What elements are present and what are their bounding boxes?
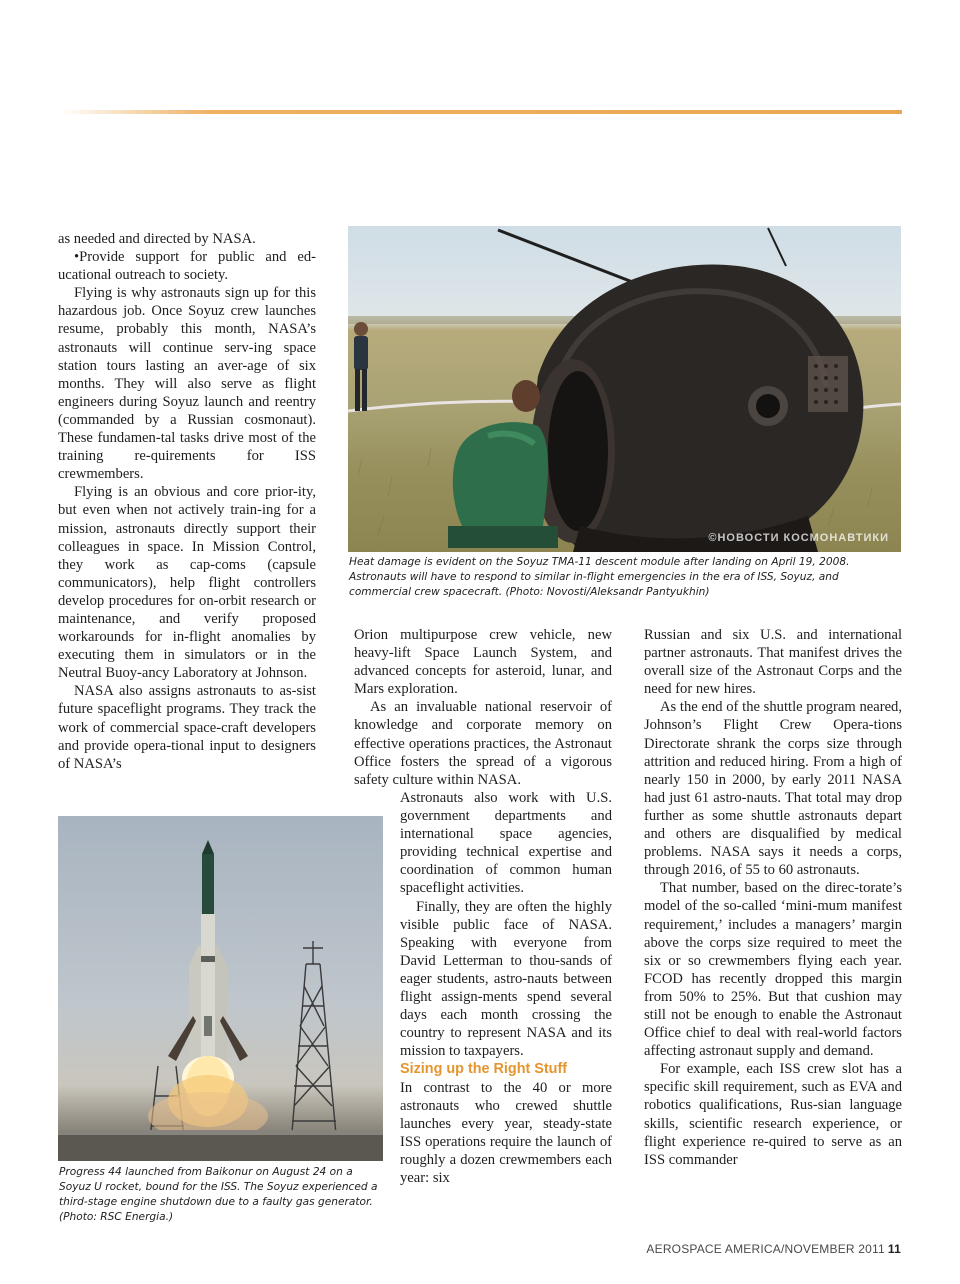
soyuz-photo-caption: Heat damage is evident on the Soyuz TMA-11 descent module after landing on April 19, 2008. Astronauts will have to respond to similar in-flight emergencies in the era of ISS, Soyuz, and commercial crew spacecraft. (Photo: Novosti/Aleksandr Pantyukhin) [349, 556, 850, 598]
paragraph: Flying is why astronauts sign up for this hazardous job. Once Soyuz crew launches resume, probably this month, NASA’s astronauts will continue serv-ing space station tours lasting an aver-age of six months. They will also serve as flight engineers during Soyuz launch and reentry (commanded by a Russian cosmonaut). These fundamen-tal tasks drive most of the training re-quirements for ISS crewmembers. [58, 285, 316, 483]
publication-line: AEROSPACE AMERICA/NOVEMBER 2011 [646, 1242, 885, 1256]
text-column-3 [644, 626, 902, 1169]
text-column-1 [58, 230, 316, 773]
progress-photo-caption: Progress 44 launched from Baikonur on August 24 on a Soyuz U rocket, bound for the ISS. The Soyuz experienced a third-stage engine shutdown due to a faulty gas generator. (Photo: RSC Energia.) [59, 1166, 378, 1223]
paragraph: as needed and directed by NASA. [58, 231, 256, 247]
paragraph: •Provide support for public and ed-ucational outreach to society. [58, 249, 316, 284]
progress-launch-photo [58, 816, 383, 1161]
paragraph: Russian and six U.S. and international partner astronauts. That manifest drives the overall size of the Astronaut Corps and the need for new hires. [644, 627, 902, 698]
paragraph: Finally, they are often the highly visible public face of NASA. Speaking with everyone from David Letterman to thou-sands of eager students, astro-nauts between flight assign-ments spend several days each month crossing the country to represent NASA and its mission to taxpayers. [400, 898, 612, 1060]
paragraph: That number, based on the direc-torate’s model of the so-called ‘mini-mum manifest requirement,’ includes a managers’ margin above the corps size required to meet the six or so crewmembers flying each year. FCOD has recently dropped this margin from 50% to 25%. But that cushion may still not be enough to enable the Astronaut Office chief to deal with real-world factors affecting astronaut supply and demand. [644, 880, 902, 1060]
paragraph: In contrast to the 40 or more astronauts who crewed shuttle launches every year, steady-state ISS operations require the launch of roughly a dozen crewmembers each year: six [400, 1079, 612, 1186]
soyuz-descent-module-photo [348, 226, 901, 552]
progress-photo-illustration [58, 816, 383, 1161]
paragraph: As the end of the shuttle program neared, Johnson’s Flight Crew Opera-tions Directorate shrank the corps size through attrition and reduced hiring. From a high of nearly 150 in 2000, by early 2011 NASA had just 61 astro-nauts. That total may drop further as some shuttle astronauts depart and others are disqualified by medical problems. NASA says it needs a corps, through 2016, of 55 to 60 astronauts. [644, 699, 902, 879]
paragraph: As an invaluable national reservoir of knowledge and corporate memory on effective operations practices, the Astronaut Office fosters the spread of a vigorous safety culture within NASA. [354, 699, 612, 788]
paragraph: Flying is an obvious and core prior-ity, but even when not actively train-ing for a mission, astronauts directly support their colleagues in space. In Mission Control, they work as cap-coms (capsule communicators), help flight controllers develop procedures for on-orbit research or maintenance, and verify proposed workarounds for in-flight anomalies by executing them in simulators or in the Neutral Buoy-ancy Laboratory at Johnson. [58, 484, 316, 682]
photo-watermark: ©НОВОСТИ КОСМОНАВТИКИ [708, 532, 889, 544]
page-footer [646, 1242, 901, 1256]
paragraph: NASA also assigns astronauts to as-sist future spaceflight programs. They track the work of commercial space-craft developers and provide opera-tional input to designers of NASA’s [58, 683, 316, 772]
paragraph: For example, each ISS crew slot has a specific skill requirement, such as EVA and robotics qualifications, Rus-sian language skills, scientific research experience, or flight experience re-quired to serve as an ISS commander [644, 1061, 902, 1168]
text-column-2-bottom [400, 789, 612, 1187]
text-column-2-top [354, 626, 612, 789]
paragraph: Astronauts also work with U.S. government departments and international space agencies, providing technical expertise and coordination of common human spaceflight activities. [400, 790, 612, 897]
soyuz-photo-illustration [348, 226, 901, 552]
section-subhead: Sizing up the Right Stuff [400, 1061, 568, 1078]
page-number: 11 [887, 1242, 901, 1256]
header-rule [60, 110, 902, 114]
paragraph: Orion multipurpose crew vehicle, new heavy-lift Space Launch System, and advanced concepts for asteroid, lunar, and Mars exploration. [354, 627, 612, 698]
